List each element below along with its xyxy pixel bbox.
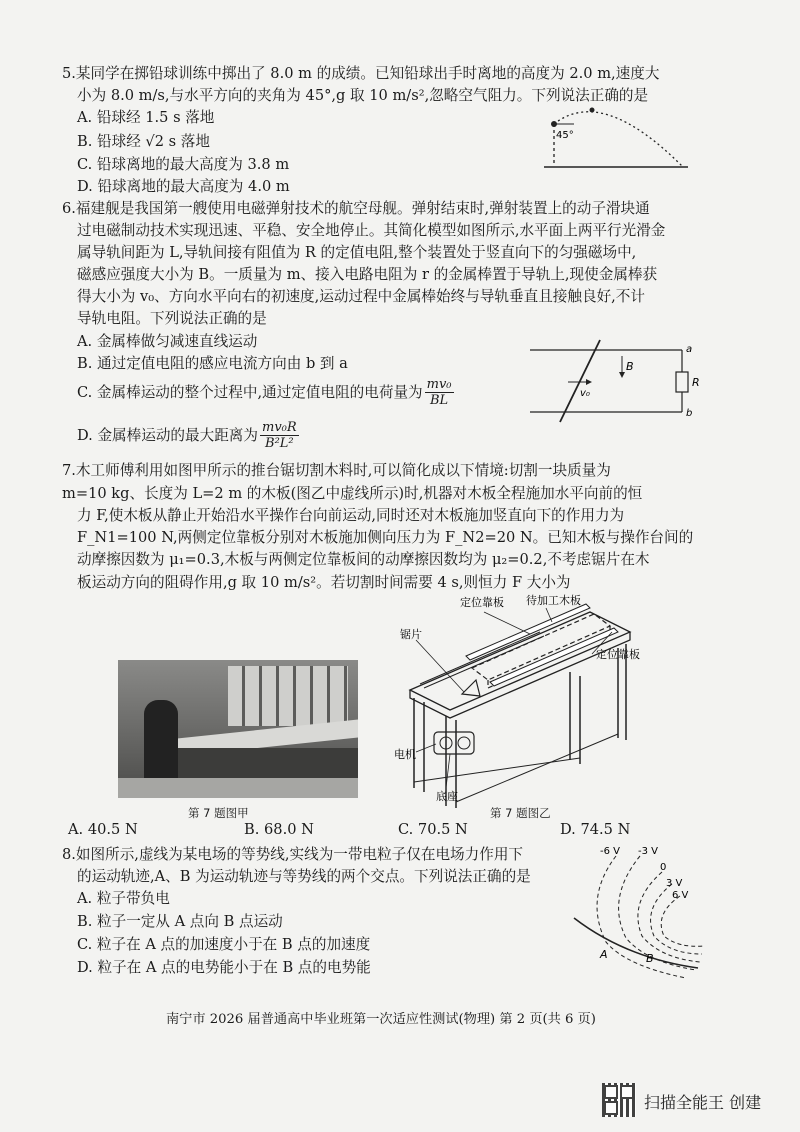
q7-stem-line-2: m=10 kg、长度为 L=2 m 的木板(图乙中虚线所示)时,机器对木板全程施加水平向前的恒 xyxy=(62,485,643,502)
q7-option-b: B. 68.0 N xyxy=(244,821,314,838)
q6-stem-line-4: 磁感应强度大小为 B。一质量为 m、接入电路电阻为 r 的金属棒置于导轨上,现使金属棒获 xyxy=(77,266,658,283)
q5-option-d: D. 铅球离地的最大高度为 4.0 m xyxy=(77,178,290,195)
q6-label-resistor: R xyxy=(692,376,700,389)
q7-caption-b: 第 7 题图乙 xyxy=(490,806,551,820)
q5-shotput-figure xyxy=(540,104,690,170)
q6-option-a: A. 金属棒做匀减速直线运动 xyxy=(77,333,258,350)
q6-option-d-fraction xyxy=(260,420,299,451)
q6-stem-line-5: 得大小为 v₀、方向水平向右的初速度,运动过程中金属棒始终与导轨垂直且接触良好,不计 xyxy=(77,288,645,305)
q8-stem-line-1: 8.如图所示,虚线为某电场的等势线,实线为一带电粒子仅在电场力作用下 xyxy=(62,846,524,863)
q8-option-d: D. 粒子在 A 点的电势能小于在 B 点的电势能 xyxy=(77,959,371,976)
q6-option-c xyxy=(77,377,456,408)
q6-rail-circuit-figure xyxy=(510,338,710,424)
q7-caption-a: 第 7 题图甲 xyxy=(188,806,249,820)
q8-label-b: B xyxy=(646,952,654,965)
q8-label-zero: 0 xyxy=(660,862,667,873)
photo-window xyxy=(228,666,348,726)
photo-floor xyxy=(118,778,358,798)
q6-option-d-numerator: mv₀R xyxy=(262,420,297,435)
q6-option-c-numerator: mv₀ xyxy=(426,377,452,392)
q8-label-a: A xyxy=(600,948,608,961)
q6-option-c-fraction xyxy=(425,377,454,408)
q5-option-c: C. 铅球离地的最大高度为 3.8 m xyxy=(77,156,290,173)
q5-option-a: A. 铅球经 1.5 s 落地 xyxy=(77,109,215,126)
q8-option-b: B. 粒子一定从 A 点向 B 点运动 xyxy=(77,913,283,930)
q8-label-minus6: -6 V xyxy=(600,846,620,857)
q5-option-b: B. 铅球经 √2 s 落地 xyxy=(77,133,210,150)
q7-option-a: A. 40.5 N xyxy=(68,821,138,838)
q7-label-plate-2: 定位靠板 xyxy=(596,648,640,661)
q8-equipotential-figure xyxy=(566,838,706,988)
scanner-brand-text: 扫描全能王 创建 xyxy=(644,1093,762,1112)
q6-label-velocity: v₀ xyxy=(580,388,590,399)
q7-label-plate-1: 定位靠板 xyxy=(460,596,504,609)
q7-option-d: D. 74.5 N xyxy=(560,821,631,838)
q7-stem-line-4: F_N1=100 N,两侧定位靠板分别对木板施加侧向压力为 F_N2=20 N。已知木板与操作台间的 xyxy=(77,529,694,546)
q8-stem-line-2: 的运动轨迹,A、B 为运动轨迹与等势线的两个交点。下列说法正确的是 xyxy=(77,868,531,885)
q7-label-saw: 锯片 xyxy=(400,628,422,641)
q7-stem-line-1: 7.木工师傅利用如图甲所示的推台锯切割木料时,可以简化成以下情境:切割一块质量为 xyxy=(62,462,611,479)
q7-label-base: 底座 xyxy=(436,790,458,803)
q7-stem-line-5: 动摩擦因数为 μ₁=0.3,木板与两侧定位靠板间的动摩擦因数均为 μ₂=0.2,不考虑锯片在木 xyxy=(77,551,650,568)
q5-angle-label: 45° xyxy=(556,130,574,141)
q6-option-c-text: C. 金属棒运动的整个过程中,通过定值电阻的电荷量为 xyxy=(77,383,423,401)
q8-label-minus3: -3 V xyxy=(638,846,658,857)
q6-option-c-denominator: BL xyxy=(429,393,449,408)
q6-option-d-text: D. 金属棒运动的最大距离为 xyxy=(77,426,258,444)
q5-stem-line-1: 5.某同学在掷铅球训练中掷出了 8.0 m 的成绩。已知铅球出手时离地的高度为 2.0 m,速度大 xyxy=(62,65,660,82)
q7-stem-line-3: 力 F,使木板从静止开始沿水平操作台向前运动,同时还对木板施加竖直向下的作用力为 xyxy=(77,507,625,524)
q6-option-d-denominator: B²L² xyxy=(265,436,294,451)
q5-stem-line-2: 小为 8.0 m/s,与水平方向的夹角为 45°,g 取 10 m/s²,忽略空气阻力。下列说法正确的是 xyxy=(77,87,649,104)
q7-stem-line-6: 板运动方向的阻碍作用,g 取 10 m/s²。若切割时间需要 4 s,则恒力 F 大小为 xyxy=(77,574,571,591)
q6-stem-line-3: 属导轨间距为 L,导轨间接有阻值为 R 的定值电阻,整个装置处于竖直向下的匀强磁场中, xyxy=(77,244,637,261)
q8-option-a: A. 粒子带负电 xyxy=(77,890,170,907)
q6-option-b: B. 通过定值电阻的感应电流方向由 b 到 a xyxy=(77,355,348,372)
page-footer: 南宁市 2026 届普通高中毕业班第一次适应性测试(物理) 第 2 页(共 6 页) xyxy=(166,1012,596,1027)
photo-table-base xyxy=(168,748,358,778)
q7-option-c: C. 70.5 N xyxy=(398,821,468,838)
q7-label-motor: 电机 xyxy=(394,748,416,761)
qr-code-icon xyxy=(602,1083,636,1117)
q6-label-b: b xyxy=(686,408,693,419)
q6-label-field: B xyxy=(626,360,634,373)
q6-stem-line-6: 导轨电阻。下列说法正确的是 xyxy=(77,310,267,327)
q6-label-a: a xyxy=(686,344,693,355)
q6-stem-line-2: 过电磁制动技术实现迅速、平稳、安全地停止。其简化模型如图所示,水平面上两平行光滑金 xyxy=(77,222,666,239)
q8-label-plus3: 3 V xyxy=(666,878,683,889)
q7-workshop-photo xyxy=(118,660,358,798)
q6-option-d xyxy=(77,420,301,451)
q8-label-plus6: 6 V xyxy=(672,890,689,901)
q6-stem-line-1: 6.福建舰是我国第一艘使用电磁弹射技术的航空母舰。弹射结束时,弹射装置上的动子滑块通 xyxy=(62,200,650,217)
q7-saw-table-diagram xyxy=(380,592,640,812)
q8-option-c: C. 粒子在 A 点的加速度小于在 B 点的加速度 xyxy=(77,936,371,953)
q7-label-wood: 待加工木板 xyxy=(526,594,581,607)
